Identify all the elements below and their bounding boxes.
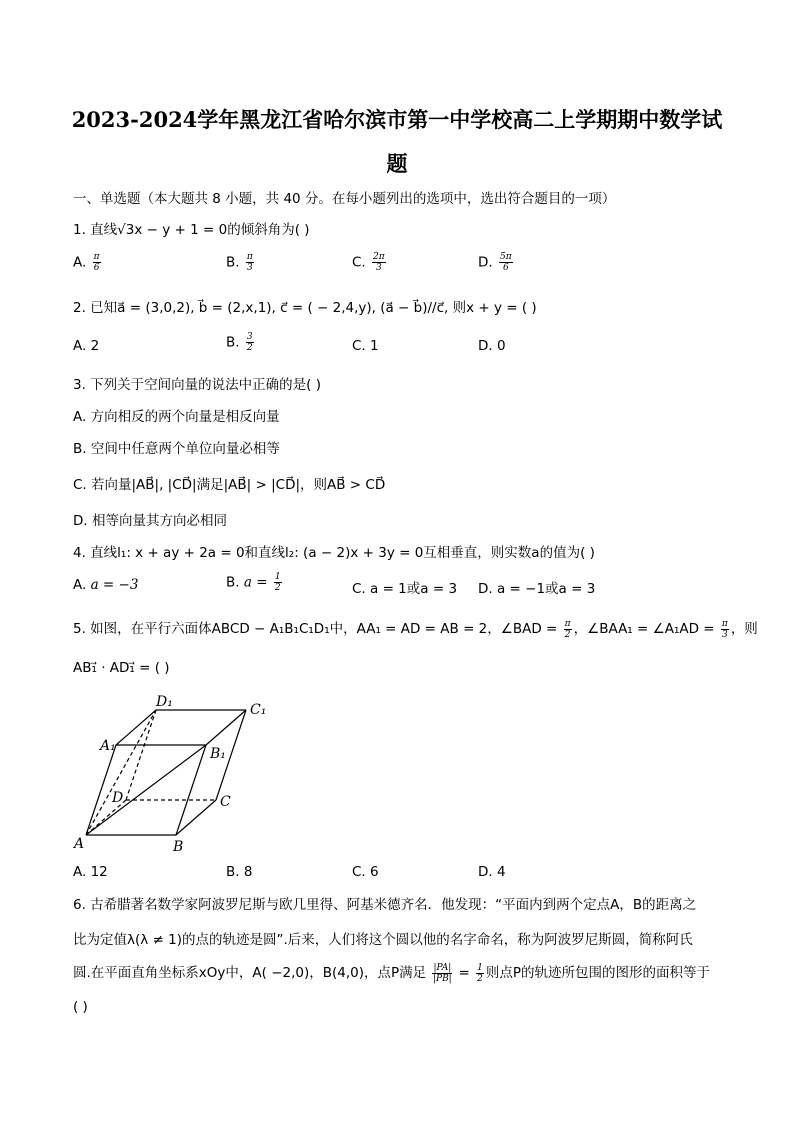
q1-option-b: B. $\frac{\pi}{3}$ <box>226 252 253 273</box>
q5-option-c: C. 6 <box>352 864 379 880</box>
label-c: C <box>220 794 231 810</box>
label-c1: C₁ <box>250 702 267 718</box>
q4-option-a: A. a = −3 <box>73 577 139 593</box>
q4-option-d: D. a = −1或a = 3 <box>478 581 596 597</box>
question-6-line-3: 圆.在平面直角坐标系xOy中，A( −2,0)，B(4,0)，点P满足 $\frac{|PA|}{|PB|}$ = $\frac{1}{2}$ 则点P的轨迹所包围的图形的面积等于 <box>73 962 711 984</box>
diagonal-ad1 <box>86 710 156 835</box>
question-6-line-4: ( ) <box>73 999 88 1015</box>
question-3-stem: 3. 下列关于空间向量的说法中正确的是( ) <box>73 377 321 393</box>
label-b1: B₁ <box>210 746 226 762</box>
q2-option-a: A. 2 <box>73 338 100 354</box>
edge-a1d1 <box>116 710 156 745</box>
q5-option-d: D. 4 <box>478 864 506 880</box>
q2-option-c: C. 1 <box>352 338 379 354</box>
label-d: D <box>112 790 124 806</box>
parallelepiped-figure <box>70 692 280 857</box>
section-header: 一、单选题（本大题共 8 小题，共 40 分。在每小题列出的选项中，选出符合题目的一项） <box>73 191 616 207</box>
q2-option-b: B. $\frac{3}{2}$ <box>226 332 253 353</box>
q1-option-c: C. $\frac{2\pi}{3}$ <box>352 252 385 273</box>
label-d1: D₁ <box>156 694 173 710</box>
question-5-stem-continued: AB₁⃗ · AD₁⃗ = ( ) <box>73 660 170 676</box>
q4-option-c: C. a = 1或a = 3 <box>352 581 458 597</box>
q3-option-a: A. 方向相反的两个向量是相反向量 <box>73 409 280 425</box>
q2-option-d: D. 0 <box>478 338 506 354</box>
q1-option-a: A. $\frac{\pi}{6}$ <box>73 252 100 273</box>
label-a1: A₁ <box>100 738 116 754</box>
question-1-stem: 1. 直线√3x − y + 1 = 0的倾斜角为( ) <box>73 222 310 238</box>
q3-option-c: C. 若向量|AB⃗|, |CD⃗|满足|AB⃗| > |CD⃗|，则AB⃗ > CD⃗ <box>73 477 386 493</box>
label-a: A <box>74 836 85 852</box>
exam-title: 2023-2024学年黑龙江省哈尔滨市第一中学校高二上学期期中数学试 <box>71 107 723 132</box>
q3-option-d: D. 相等向量其方向必相同 <box>73 513 227 529</box>
q4-option-b: B. a = $\frac{1}{2}$ <box>226 572 281 593</box>
label-b: B <box>173 839 184 855</box>
question-4-stem: 4. 直线l₁: x + ay + 2a = 0和直线l₂: (a − 2)x + 3y = 0互相垂直，则实数a的值为( ) <box>73 545 595 561</box>
exam-title-continued: 题 <box>386 151 408 176</box>
question-6-line-1: 6. 古希腊著名数学家阿波罗尼斯与欧几里得、阿基米德齐名．他发现：“平面内到两个定点A，B的距离之 <box>73 897 697 913</box>
question-5-stem: 5. 如图，在平行六面体ABCD − A₁B₁C₁D₁中，AA₁ = AD = AB = 2，∠BAD = $\frac{\pi}{2}$ ，∠BAA₁ = ∠A₁AD = $\frac{\pi}{3}$ ，则 <box>73 618 758 640</box>
question-2-stem: 2. 已知a⃗ = (3,0,2), b⃗ = (2,x,1), c⃗ = ( − 2,4,y), (a⃗ − b⃗)//c⃗, 则x + y = ( ) <box>73 300 537 316</box>
diagonal-ab1 <box>86 745 206 835</box>
q1-option-d: D. $\frac{5\pi}{6}$ <box>478 252 512 273</box>
q5-option-a: A. 12 <box>73 864 108 880</box>
q3-option-b: B. 空间中任意两个单位向量必相等 <box>73 441 280 457</box>
q5-option-b: B. 8 <box>226 864 253 880</box>
question-6-line-2: 比为定值λ(λ ≠ 1)的点的轨迹是圆”.后来，人们将这个圆以他的名字命名，称为阿波罗尼斯圆，简称阿氏 <box>73 932 693 948</box>
